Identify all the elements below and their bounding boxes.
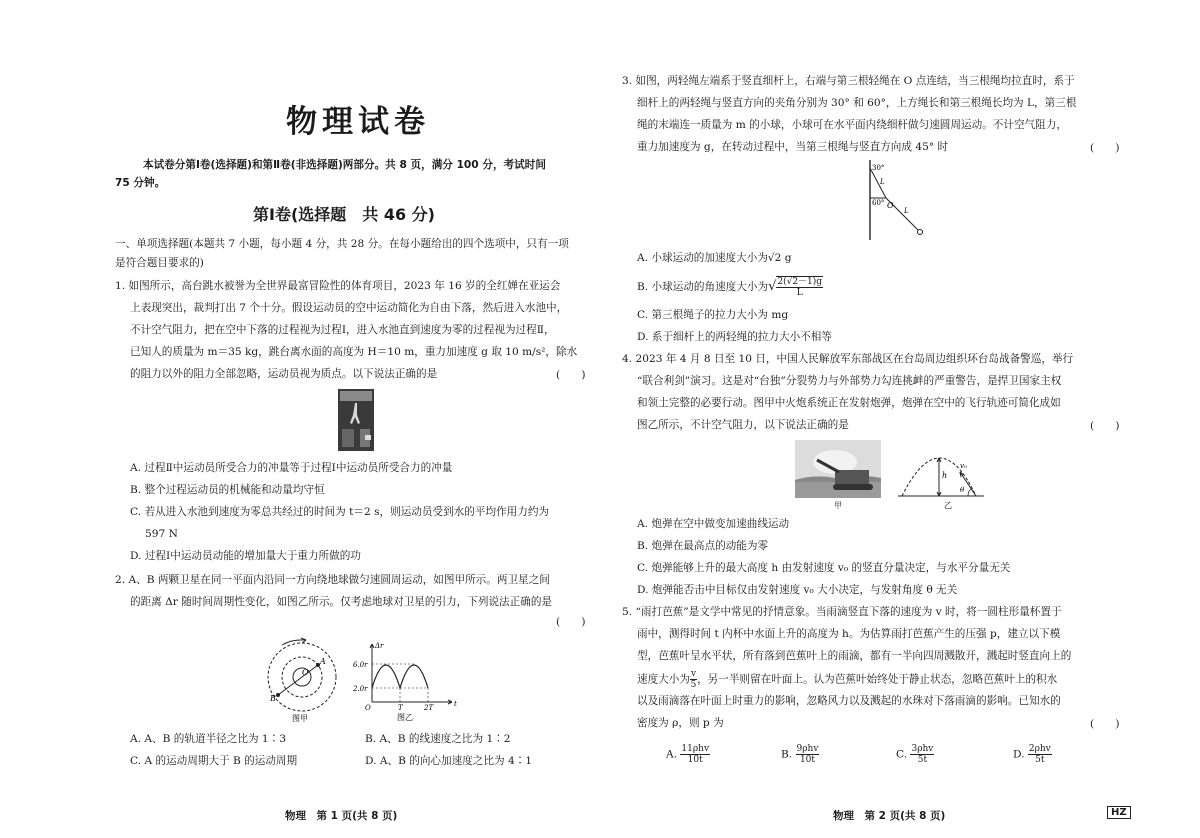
part-instruction-1: 一、单项选择题(本题共 7 小题，每小题 4 分，共 28 分。在每小题给出的四个选项中，只有一项 (115, 238, 569, 250)
tick-label-origin: O (365, 704, 371, 712)
fig-caption-a: 图甲 (292, 714, 308, 723)
knot-label-o: O (887, 201, 894, 210)
fraction-numerator: 11ρhv (681, 744, 710, 754)
tick-label-2r: 2.0r (353, 685, 368, 693)
q5-line: 以及雨滴落在叶面上时重力的影响，忽略风力以及溅起的水珠对下落雨滴的影响。已知水的 (637, 695, 1061, 707)
q5-line: 密度为 ρ，则 p 为 (637, 717, 724, 729)
fig-caption-a: 甲 (834, 501, 842, 510)
answer-bracket: ( ) (556, 616, 586, 628)
q2-line: 的距离 Δr 随时间周期性变化，如图乙所示。仅考虑地球对卫星的引力，下列说法正确的是 (130, 596, 553, 608)
tick-label-t1: T (398, 704, 403, 712)
rope-rod-figure (860, 158, 930, 242)
q5-option-b (781, 744, 819, 765)
q2-line: 2. A、B 两颗卫星在同一平面内沿同一方向绕地球做匀速圆周运动，如图甲所示。两卫星之间 (115, 574, 550, 586)
fraction-numerator: v (690, 669, 697, 679)
answer-bracket: ( ) (1090, 420, 1120, 432)
q5-line: 型，芭蕉叶呈水平状，所有落到芭蕉叶上的雨滴，都有一半向四周溅散开，溅起时竖直向上的 (637, 650, 1072, 662)
fig-label-b: B (270, 694, 276, 703)
q2-option-d: D. A、B 的向心加速度之比为 4∶1 (365, 755, 533, 767)
exam-intro-line-1: 本试卷分第Ⅰ卷(选择题)和第Ⅱ卷(非选择题)两部分。共 8 页，满分 100 分，考试时间 (143, 159, 546, 171)
q1-line: 已知人的质量为 m＝35 kg，跳台离水面的高度为 H＝10 m，重力加速度 g 取 10 m/s²，除水 (130, 346, 578, 358)
fig-label-v0: v₀ (960, 462, 967, 470)
fraction-numerator: 9ρhv (796, 744, 819, 754)
exam-intro-line-2: 75 分钟。 (115, 177, 166, 189)
q4-option-d: D. 炮弹能否击中目标仅由发射速度 v₀ 大小决定，与发射角度 θ 无关 (637, 584, 958, 596)
option-label: A. (666, 748, 678, 761)
section-title: 第Ⅰ卷(选择题 共 46 分) (253, 205, 435, 224)
q4-line: 图乙所示，不计空气阻力，以下说法正确的是 (637, 419, 849, 431)
q5-line-4-pre: 速度大小为 (637, 673, 690, 686)
q1-line: 的阻力以外的阻力全部忽略，运动员视为质点。以下说法正确的是 (130, 368, 438, 380)
option-fraction (680, 744, 710, 765)
tick-label-t2: 2T (424, 704, 434, 712)
part-instruction-2: 是符合题目要求的) (115, 257, 204, 269)
fraction-denominator: 10t (799, 755, 816, 765)
q4-line: 4. 2023 年 4 月 8 日至 10 日，中国人民解放军东部战区在台岛周边组织环台岛战备警巡，举行 (622, 353, 1074, 365)
q1-line: 不计空气阻力，把在空中下落的过程视为过程Ⅰ，进入水池直到速度为零的过程视为过程Ⅱ， (130, 324, 555, 336)
q1-option-a: A. 过程Ⅱ中运动员所受合力的冲量等于过程Ⅰ中运动员所受合力的冲量 (130, 462, 453, 474)
q5-option-d (1013, 744, 1052, 765)
fraction-numerator: 2(√2－1)g (777, 277, 823, 287)
fig-label-o: O (302, 668, 309, 677)
q3-line: 重力加速度为 g，在转动过程中，当第三根绳与竖直方向成 45° 时 (637, 141, 949, 153)
q4-line: 和领土完整的必要行动。图甲中火炮系统正在发射炮弹，炮弹在空中的飞行轨迹可简化成如 (637, 397, 1061, 409)
q1-option-b: B. 整个过程运动员的机械能和动量均守恒 (130, 484, 325, 496)
fig-caption-b: 乙 (944, 501, 952, 510)
q5-speed-fraction (690, 669, 697, 690)
option-fraction (1028, 744, 1052, 765)
tick-label-6r: 6.0r (353, 661, 368, 669)
fig-label-h: h (942, 471, 948, 480)
q3-line: 3. 如图，两轻绳左端系于竖直细杆上，右端与第三根轻绳在 O 点连结，当三根绳均拉直时，系于 (622, 75, 1075, 87)
distance-time-graph (352, 640, 462, 722)
fig-label-a: A (320, 657, 326, 666)
q3-option-c: C. 第三根绳子的拉力大小为 mg (637, 309, 789, 321)
exam-title: 物理试卷 (286, 104, 430, 140)
satellite-orbit-figure (262, 637, 346, 723)
angle-30: 30° (872, 164, 885, 172)
q1-option-c-cont: 597 N (145, 528, 178, 540)
q1-line: 1. 如图所示，高台跳水被誉为全世界最富冒险性的体育项目，2023 年 16 岁的全红婵在亚运会 (115, 280, 561, 292)
answer-bracket: ( ) (1090, 718, 1120, 730)
axis-label-dr: Δr (375, 642, 384, 650)
q1-option-d: D. 过程Ⅰ中运动员动能的增加量大于重力所做的功 (130, 550, 361, 562)
q3-option-a: A. 小球运动的加速度大小为√2 g (637, 252, 792, 264)
rope-label-l2: L (904, 207, 909, 215)
fraction-numerator: 3ρhv (911, 744, 934, 754)
q2-option-c: C. A 的运动周期大于 B 的运动周期 (130, 755, 298, 767)
paper-code-badge: HZ (1107, 806, 1131, 819)
fraction-denominator: 5t (1035, 755, 1045, 765)
fraction-denominator: 5t (917, 755, 928, 765)
artillery-photo (795, 440, 881, 498)
option-label: D. (1013, 748, 1025, 761)
q3-line: 绳的末端连一质量为 m 的小球，小球可在水平面内绕细杆做匀速圆周运动。不计空气阻力， (637, 119, 1067, 131)
q3-line: 细杆上的两轻绳与竖直方向的夹角分别为 30° 和 60°，上方绳长和第三根绳长均为 L，第三根 (637, 97, 1077, 109)
fraction-denominator: 5 (690, 680, 697, 690)
q5-option-c (896, 744, 934, 765)
q2-option-a: A. A、B 的轨道半径之比为 1∶3 (130, 733, 286, 745)
option-fraction (910, 744, 934, 765)
diver-photo (338, 389, 374, 451)
right-page (600, 0, 1200, 838)
q1-line: 上表现突出，裁判打出 7 个十分。假设运动员的空中运动简化为自由下落，然后进入水池中， (130, 302, 568, 314)
fraction-denominator: 10t (687, 755, 703, 765)
q4-option-b: B. 炮弹在最高点的动能为零 (637, 540, 769, 552)
q5-line: 雨中，测得时间 t 内杯中水面上升的高度为 h。为估算雨打芭蕉产生的压强 p，建立以下模 (637, 628, 1061, 640)
fraction-numerator: 2ρhv (1028, 744, 1051, 754)
q2-option-b: B. A、B 的线速度之比为 1∶2 (365, 733, 511, 745)
option-label: B. (781, 748, 793, 761)
axis-label-t: t (454, 700, 457, 708)
q4-option-c: C. 炮弹能够上升的最大高度 h 由发射速度 v₀ 的竖直分量决定，与水平分量无关 (637, 562, 1011, 574)
projectile-trajectory-figure (896, 440, 986, 510)
q1-option-c: C. 若从进入水池到速度为零总共经过的时间为 t＝2 s，则运动员受到水的平均作用力约为 (130, 506, 550, 518)
q5-option-a (666, 744, 710, 765)
answer-bracket: ( ) (556, 369, 586, 381)
q5-line-4-post: ，另一半则留在叶面上。认为芭蕉叶始终处于静止状态，忽略芭蕉叶上的积水 (697, 673, 1058, 686)
angle-60: 60° (872, 199, 885, 207)
q3-option-b-text: B. 小球运动的角速度大小为 (637, 281, 769, 293)
page-footer-right: 物理 第 2 页(共 8 页) (833, 810, 946, 822)
rope-label-l1: L (880, 178, 885, 186)
fig-label-theta: θ (960, 486, 965, 494)
page-footer-left: 物理 第 1 页(共 8 页) (285, 810, 398, 822)
q4-option-a: A. 炮弹在空中做变加速曲线运动 (637, 518, 790, 530)
fig-caption-b: 图乙 (397, 713, 413, 722)
q3-option-d: D. 系于细杆上的两轻绳的拉力大小不相等 (637, 331, 832, 343)
fraction-denominator: L (796, 288, 803, 298)
option-label: C. (896, 748, 908, 761)
answer-bracket: ( ) (1090, 142, 1120, 154)
option-fraction (796, 744, 820, 765)
q3-option-b: B. 小球运动的角速度大小为√ $\frac{2(√2-1)g}{L}$ (637, 277, 823, 298)
q5-line-4 (637, 669, 1057, 690)
q3-option-b-fraction (776, 276, 823, 298)
q4-line: “联合利剑”演习。这是对“台独”分裂势力与外部势力勾连挑衅的严重警告，是捍卫国家主权 (637, 375, 1062, 387)
q5-line: 5. “雨打芭蕉”是文学中常见的抒情意象。当雨滴竖直下落的速度为 v 时，将一圆柱形量杯置于 (622, 606, 1062, 618)
